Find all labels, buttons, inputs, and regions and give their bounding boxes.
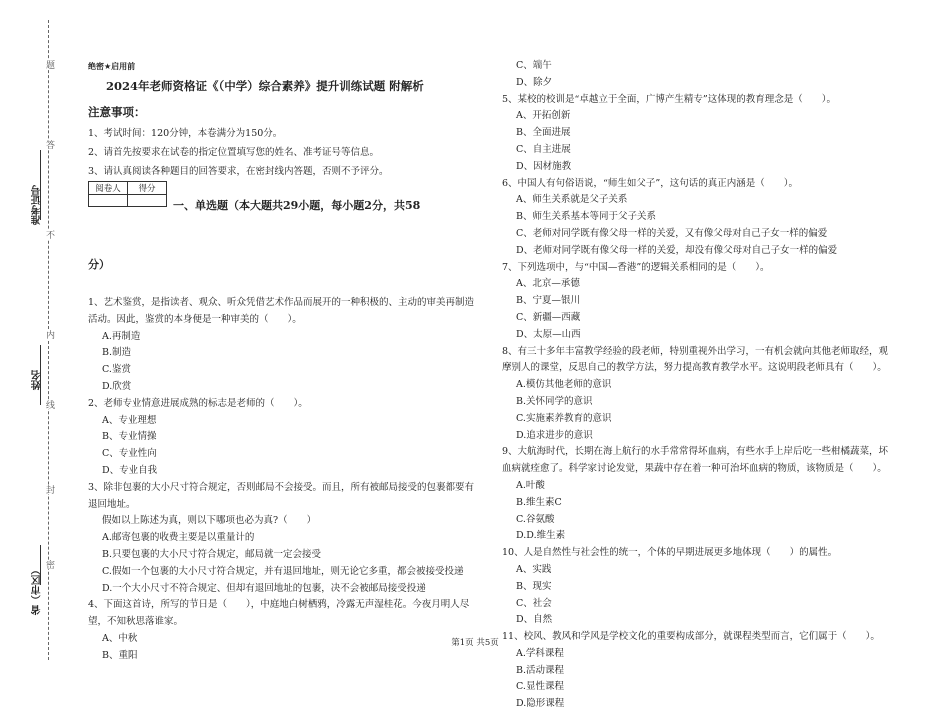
question-line: 活动。因此，鉴赏的本身便是一种审美的（ ）。 <box>88 313 302 325</box>
option-line: C、新疆—西藏 <box>516 311 581 323</box>
question-line: 11、校风、教风和学风是学校文化的重要构成部分，就课程类型而言，它们属于（ ）。 <box>502 631 880 643</box>
option-line: C、端午 <box>516 60 552 71</box>
question-line: 4、下面这首诗，所写的节日是（ ），中庭地白树栖鸦，冷露无声湿桂花。今夜月明人尽 <box>88 599 470 611</box>
option-line: D、自然 <box>516 614 553 626</box>
option-line: B、全面进展 <box>516 127 571 139</box>
binding-margin <box>0 0 70 671</box>
seal-mark-1: 题 <box>44 60 54 69</box>
option-line: B.维生素C <box>516 496 562 508</box>
grader-cell: 阅卷人 <box>89 182 128 195</box>
seal-mark-3: 不 <box>44 230 54 239</box>
option-line: A、专业理想 <box>102 414 157 426</box>
page-footer: 第1页 共5页 <box>451 638 499 648</box>
option-line: B.活动课程 <box>516 664 565 676</box>
seal-mark-6: 封 <box>44 485 54 494</box>
option-line: A、中秋 <box>102 632 138 644</box>
question-line: 退回地址。 <box>88 498 136 510</box>
option-line: A.模仿其他老师的意识 <box>516 379 612 391</box>
grader-blank[interactable] <box>89 195 128 207</box>
exam-id-label: 准考证号 <box>32 185 43 225</box>
option-line: C、自主进展 <box>516 143 571 155</box>
option-line: C、老师对同学既有像父母一样的关爱，又有像父母对自己子女一样的偏爱 <box>516 227 828 239</box>
question-line: 5、某校的校训是“卓越立于全面，广博产生精专”这体现的教育理念是（ ）。 <box>502 93 837 105</box>
confidential-stamp: 绝密★启用前 <box>88 62 136 71</box>
notice-item: 1、考试时间：120分钟，本卷满分为150分。 <box>88 128 283 139</box>
option-line: C、社会 <box>516 597 552 609</box>
notice-item: 3、请认真阅读各种题目的回答要求，在密封线内答题，否则不予评分。 <box>88 166 389 177</box>
seal-mark-5: 线 <box>44 400 54 409</box>
option-line: B.关怀同学的意识 <box>516 395 593 407</box>
region-label: 省（市区） <box>32 565 43 615</box>
question-line: 10、人是自然性与社会性的统一，个体的早期进展更多地体现（ ）的属性。 <box>502 547 838 559</box>
notice-heading: 注意事项： <box>88 105 146 119</box>
option-line: A、开拓创新 <box>516 110 571 122</box>
option-line: A、师生关系就是父子关系 <box>516 194 628 206</box>
option-line: A、北京—承德 <box>516 278 580 290</box>
option-line: D.追求进步的意识 <box>516 429 593 441</box>
option-line: A.学科课程 <box>516 647 564 659</box>
option-line: D.隐形课程 <box>516 698 565 710</box>
score-cell: 得分 <box>128 182 167 195</box>
question-line: 假如以上陈述为真，则以下哪项也必为真?（ ） <box>102 515 317 527</box>
option-line: A.叶酸 <box>516 479 545 491</box>
option-line: D、因材施教 <box>516 160 572 172</box>
option-line: D、太原—山西 <box>516 328 581 340</box>
seal-mark-7: 密 <box>44 560 54 569</box>
option-line: B、宁夏—银川 <box>516 295 580 307</box>
right-column <box>502 58 888 713</box>
option-line: D、专业自我 <box>102 464 158 476</box>
question-line: 摩别人的课堂，反思自己的教学方法，努力提高教育教学水平。这说明段老师具有（ ）。 <box>502 362 887 374</box>
notice-list <box>88 124 389 181</box>
section-heading-cont: 分） <box>88 258 110 271</box>
question-line: 1、艺术鉴赏，是指读者、观众、听众凭借艺术作品而展开的一种积极的、主动的审美再制造 <box>88 297 475 308</box>
score-table <box>88 181 167 207</box>
question-line: 7、下列选项中，与“中国—香港”的逻辑关系相同的是（ ）。 <box>502 261 770 273</box>
left-column <box>88 295 474 665</box>
option-line: B.制造 <box>102 347 132 359</box>
option-line: A、实践 <box>516 563 552 575</box>
question-line: 9、大航海时代，长期在海上航行的水手常常得坏血病，有些水手上岸后吃一些柑橘蔬菜，坏 <box>502 446 889 458</box>
question-line: 望，不知秋思落谁家。 <box>88 616 184 628</box>
option-line: D.D.维生素 <box>516 530 566 542</box>
option-line: C.假如一个包裹的大小尺寸符合规定，并有退回地址，则无论它多重，都会被接受投递 <box>102 565 464 577</box>
question-line: 6、中国人有句俗语说，“师生如父子”，这句话的真正内涵是（ ）。 <box>502 177 799 189</box>
option-line: D.欣赏 <box>102 380 132 392</box>
section-heading: 一、单选题（本大题共29小题，每小题2分，共58 <box>173 199 421 212</box>
option-line: C、专业性向 <box>102 448 157 460</box>
option-line: B、现实 <box>516 580 552 592</box>
seal-mark-2: 答 <box>44 140 54 149</box>
question-line: 3、除非包裹的大小尺寸符合规定，否则邮局不会接受。而且，所有被邮局接受的包裹都要有 <box>88 481 475 493</box>
option-line: B、重阳 <box>102 649 138 661</box>
option-line: C.谷氨酸 <box>516 513 555 525</box>
question-line: 2、老师专业情意进展成熟的标志是老师的（ ）。 <box>88 397 308 409</box>
option-line: C.显性课程 <box>516 681 564 693</box>
option-line: B.只要包裹的大小尺寸符合规定，邮局就一定会接受 <box>102 548 322 560</box>
option-line: C.实施素养教育的意识 <box>516 412 612 424</box>
seal-mark-4: 内 <box>44 330 54 339</box>
name-label: 姓名 <box>32 370 43 390</box>
option-line: B、专业情操 <box>102 431 157 443</box>
option-line: D.一个大小尺寸不符合规定、但却有退回地址的包裹，决不会被邮局接受投递 <box>102 582 426 594</box>
notice-item: 2、请首先按要求在试卷的指定位置填写您的姓名、准考证号等信息。 <box>88 147 380 158</box>
option-line: B、师生关系基本等同于父子关系 <box>516 211 656 223</box>
option-line: C.鉴赏 <box>102 364 131 376</box>
option-line: A.再制造 <box>102 330 141 342</box>
exam-title: 2024年老师资格证《（中学）综合素养》提升训练试题 附解析 <box>106 79 424 93</box>
option-line: A.邮寄包裹的收费主要是以重量计的 <box>102 532 255 544</box>
question-line: 8、有三十多年丰富教学经验的段老师，特别重视外出学习，一有机会就向其他老师取经，观 <box>502 345 889 357</box>
option-line: D、老师对同学既有像父母一样的关爱，却没有像父母对自己子女一样的偏爱 <box>516 244 838 256</box>
score-blank[interactable] <box>128 195 167 207</box>
option-line: D、除夕 <box>516 76 553 88</box>
question-line: 血病就痊愈了。科学家讨论发觉，果蔬中存在着一种可治坏血病的物质，该物质是（ ）。 <box>502 463 887 475</box>
